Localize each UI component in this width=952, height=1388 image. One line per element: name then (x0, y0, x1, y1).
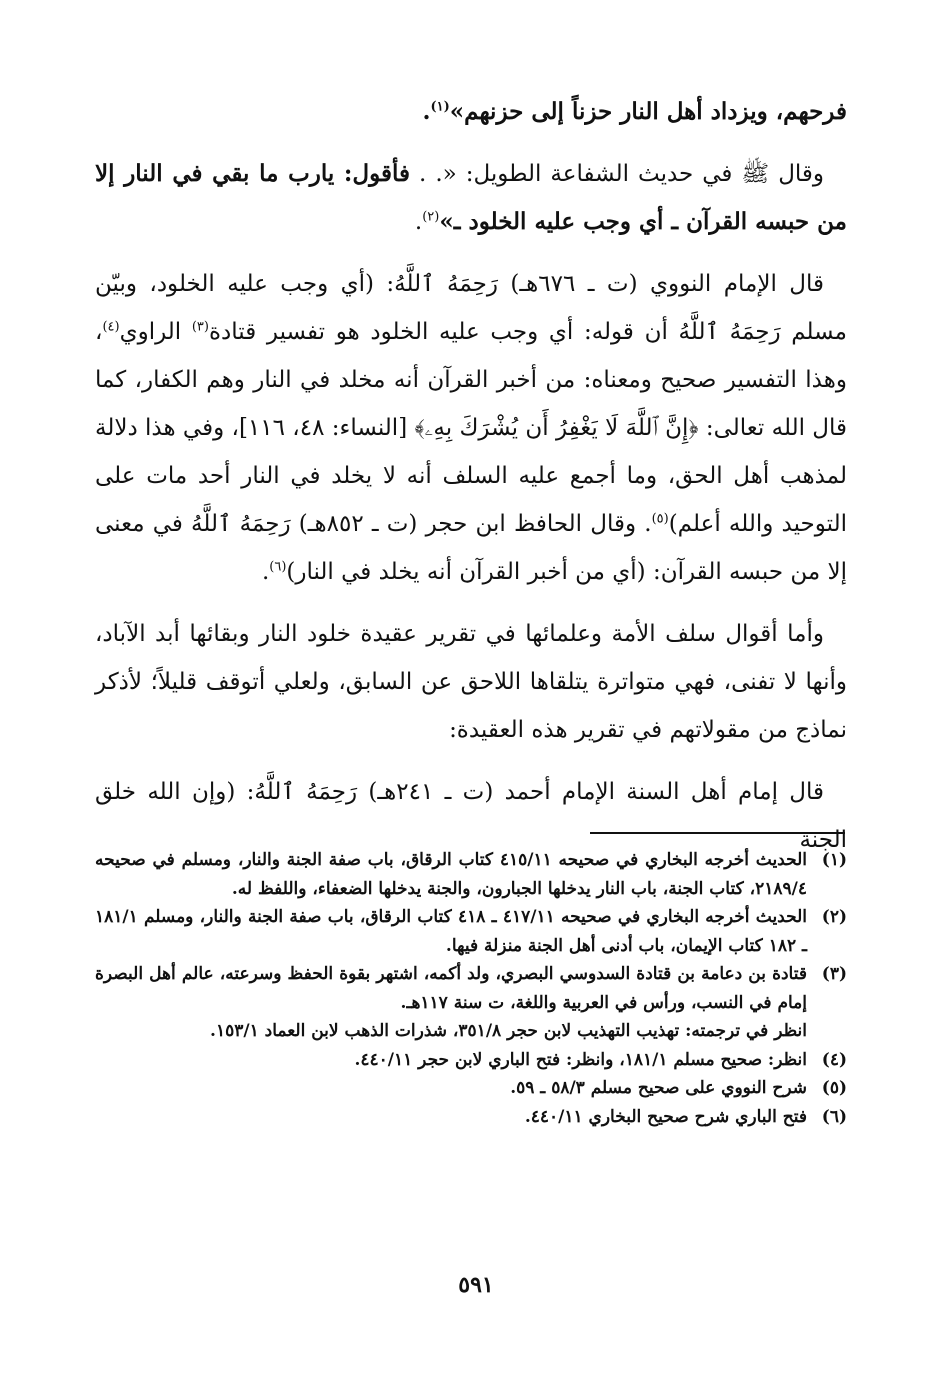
paragraph-2 (95, 150, 847, 246)
paragraph-3-part-a: قال الإمام النووي (ت ـ ٦٧٦هـ) رَحِمَهُ ٱللَّهُ: (أي وجب عليه الخلود، وبيّن مسلم رَحِمَهُ ٱللَّهُ أن قوله: أي وجب عليه الخلود هو تفسير قتادة (95, 271, 847, 345)
paragraph-2-end: . (414, 209, 423, 235)
footnote-ref-6: (٦) (269, 559, 287, 575)
footnote-number: (٢) (821, 907, 847, 927)
paragraph-3-end: . (261, 559, 270, 585)
paragraph-1-text: فرحهم، ويزداد أهل النار حزناً إلى حزنهم» (449, 98, 847, 125)
footnote-text: الحديث أخرجه البخاري في صحيحه ٤١٥/١١ كتاب الرقاق، باب صفة الجنة والنار، ومسلم في صحيحه ٢١٨٩/٤، كتاب الجنة، باب النار يدخلها الجبارون، والجنة يدخلها الضعفاء، واللفظ له. (95, 850, 807, 899)
paragraph-2-intro: وقال ﷺ في حديث الشفاعة الطويل: «. . (410, 161, 825, 187)
paragraph-3 (95, 260, 847, 596)
paragraph-3-part-d: . وقال الحافظ ابن حجر (ت ـ ٨٥٢هـ) رَحِمَهُ ٱللَّهُ في معنى إلا من حبسه القرآن: (أي من أخبر القرآن أنه يخلد في النار) (95, 511, 847, 585)
footnote-3 (95, 960, 847, 1046)
footnote-5 (95, 1074, 847, 1103)
paragraph-4 (95, 610, 847, 754)
footnote-text: قتادة بن دعامة بن قتادة السدوسي البصري، ولد أكمه، اشتهر بقوة الحفظ وسرعته، عالم أهل البصرة إمام في النسب، ورأس في العربية واللغة، ت سنة ١١٧هـ. (95, 964, 807, 1013)
paragraph-4-text: وأما أقوال سلف الأمة وعلمائها في تقرير عقيدة خلود النار وبقائها أبد الآباد، وأنها لا تفنى، فهي متواترة يتلقاها اللاحق عن السابق، ولعلي أتوقف قليلاً؛ لأذكر نماذج من مقولاتهم في تقرير هذه العقيدة: (95, 621, 847, 743)
footnote-text: الحديث أخرجه البخاري في صحيحه ٤١٧/١١ ـ ٤١٨ كتاب الرقاق، باب صفة الجنة والنار، ومسلم ١٨١/١ ـ ١٨٢ كتاب الإيمان، باب أدنى أهل الجنة منزلة فيها. (95, 907, 807, 956)
footnote-ref-2: (٢) (422, 209, 440, 225)
footnote-number: (٥) (821, 1078, 847, 1098)
footnote-6 (95, 1103, 847, 1132)
footnote-number: (١) (821, 850, 847, 870)
footnote-number: (٤) (821, 1049, 847, 1070)
paragraph-3-part-b: الراوي (119, 319, 192, 345)
footnote-text-continued: انظر في ترجمته: تهذيب التهذيب لابن حجر ٣٥١/٨، شذرات الذهب لابن العماد ١٥٣/١. (210, 1021, 807, 1041)
footnote-4 (95, 1046, 847, 1075)
page-number: ٥٩١ (458, 1272, 494, 1298)
footnote-text: فتح الباري شرح صحيح البخاري ٤٤٠/١١. (524, 1106, 807, 1127)
footnote-text: انظر: صحيح مسلم ١٨١/١، وانظر: فتح الباري لابن حجر ٤٤٠/١١. (354, 1049, 807, 1070)
footnote-ref-4: (٤) (102, 319, 120, 335)
footnotes (95, 846, 847, 1131)
paragraph-5-text: قال إمام أهل السنة الإمام أحمد (ت ـ ٢٤١هـ) رَحِمَهُ ٱللَّهُ: (وإن الله خلق الجنة (95, 779, 847, 853)
footnote-ref-1: (١) (430, 99, 450, 115)
paragraph-1 (95, 88, 847, 136)
footnote-separator (590, 832, 845, 834)
footnote-text: شرح النووي على صحيح مسلم ٥٨/٣ ـ ٥٩. (510, 1078, 807, 1098)
footnote-2 (95, 903, 847, 960)
footnote-ref-5: (٥) (651, 511, 669, 527)
paragraph-3-part-c: ، وهذا التفسير صحيح ومعناه: من أخبر القرآن أنه مخلد في النار وهم الكفار، كما قال الله تعالى: ﴿إِنَّ ٱللَّهَ لَا يَغْفِرُ أَن يُشْرَكَ بِهِۦ﴾ [النساء: ٤٨، ١١٦]، وفي هذا دلالة لمذهب أهل الحق، وما أجمع عليه السلف أنه لا يخلد في النار أحد مات على التوحيد والله أعلم) (95, 319, 847, 537)
main-text (95, 88, 847, 864)
paragraph-2-quote: فأقول: يارب ما بقي في النار إلا من حبسه القرآن ـ أي وجب عليه الخلود ـ» (95, 160, 847, 235)
footnote-number: (٦) (821, 1106, 847, 1127)
footnote-1 (95, 846, 847, 903)
footnote-number: (٣) (821, 964, 847, 984)
footnote-ref-3: (٣) (191, 319, 209, 335)
paragraph-1-end: . (422, 98, 431, 125)
